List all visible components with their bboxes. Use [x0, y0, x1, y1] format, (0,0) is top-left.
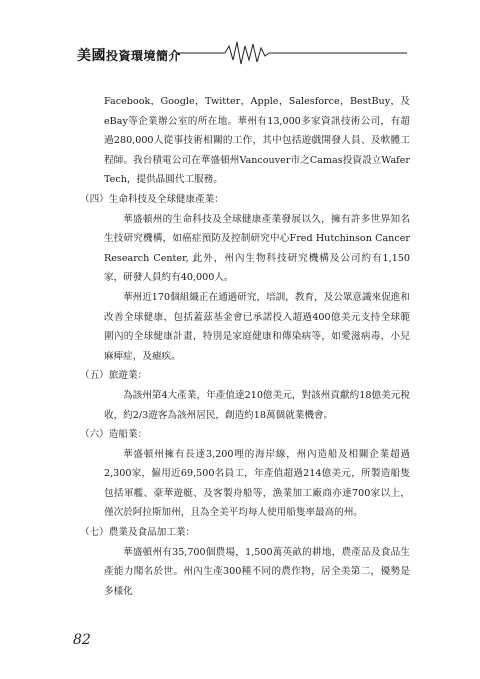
header-title-big: 美國	[77, 48, 106, 64]
paragraph-tech-companies: Facebook，Google，Twitter，Apple，Salesforce，BestBuy，及eBay等企業辦公室的所在地。華州有13,000多家資訊技術公司，有超過280,000人從事技術相關的工作，其中包括遊戲開發人員、及軟體工程師。我台積電公司在華盛頓州Vancouver市之Camas投資設立Wafer Tech，提供晶圓代工服務。	[104, 96, 410, 186]
page-body	[80, 92, 410, 601]
header-title-rest: 投資環境簡介	[106, 49, 182, 63]
paragraph-agriculture: 華盛頓州有35,700個農場，1,500萬英畝的耕地，農產品及食品生產能力聞名於世。州內生產300種不同的農作物，居全美第二，優勢是多樣化	[104, 546, 410, 597]
heading-life-science: （四）生命科技及全球健康產業：	[80, 193, 224, 205]
heading-tourism: （五）旅遊業：	[80, 370, 148, 382]
header-title	[77, 45, 181, 65]
paragraph-life-science-1: 華盛頓州的生命科技及全球健康產業發展以久，擁有許多世界知名生技研究機構，如癌症預防及控制研究中心Fred Hutchinson Cancer Research Center, 此外，州內生物科技研究機構及公司約有1,150家，研發人員約有40,000人。	[104, 213, 410, 284]
paragraph-life-science-2: 華州近170個組織正在通過研究，培訓，教育，及公眾意識來促進和改善全球健康，包括蓋茲基金會已承諾投入超過400億美元支持全球範圍內的全球健康計畫，特別是家庭健康和傳染病等，如愛滋病毒，小兒麻痺症，及瘧疾。	[104, 291, 410, 362]
paragraph-tourism: 為該州第4大產業，年產值達210億美元，對該州貢獻約18億美元稅收，約2/3遊客為該州居民，創造約18萬個就業機會。	[104, 389, 410, 421]
heading-agriculture: （七）農業及食品加工業：	[80, 527, 196, 539]
heading-shipbuilding: （六）造船業：	[80, 429, 148, 441]
paragraph-shipbuilding: 華盛頓州擁有長達3,200哩的海岸線，州內造船及相關企業超過2,300家，僱用近69,500名員工，年產值超過214億美元，所製造船隻包括軍艦、豪華遊艇、及客製舟船等，漁業加工廠商亦達700家以上，僅次於阿拉斯加州，且為全美平均每人使用船隻率最高的州。	[104, 448, 410, 519]
page-number: 82	[73, 632, 91, 648]
running-header	[77, 38, 407, 68]
